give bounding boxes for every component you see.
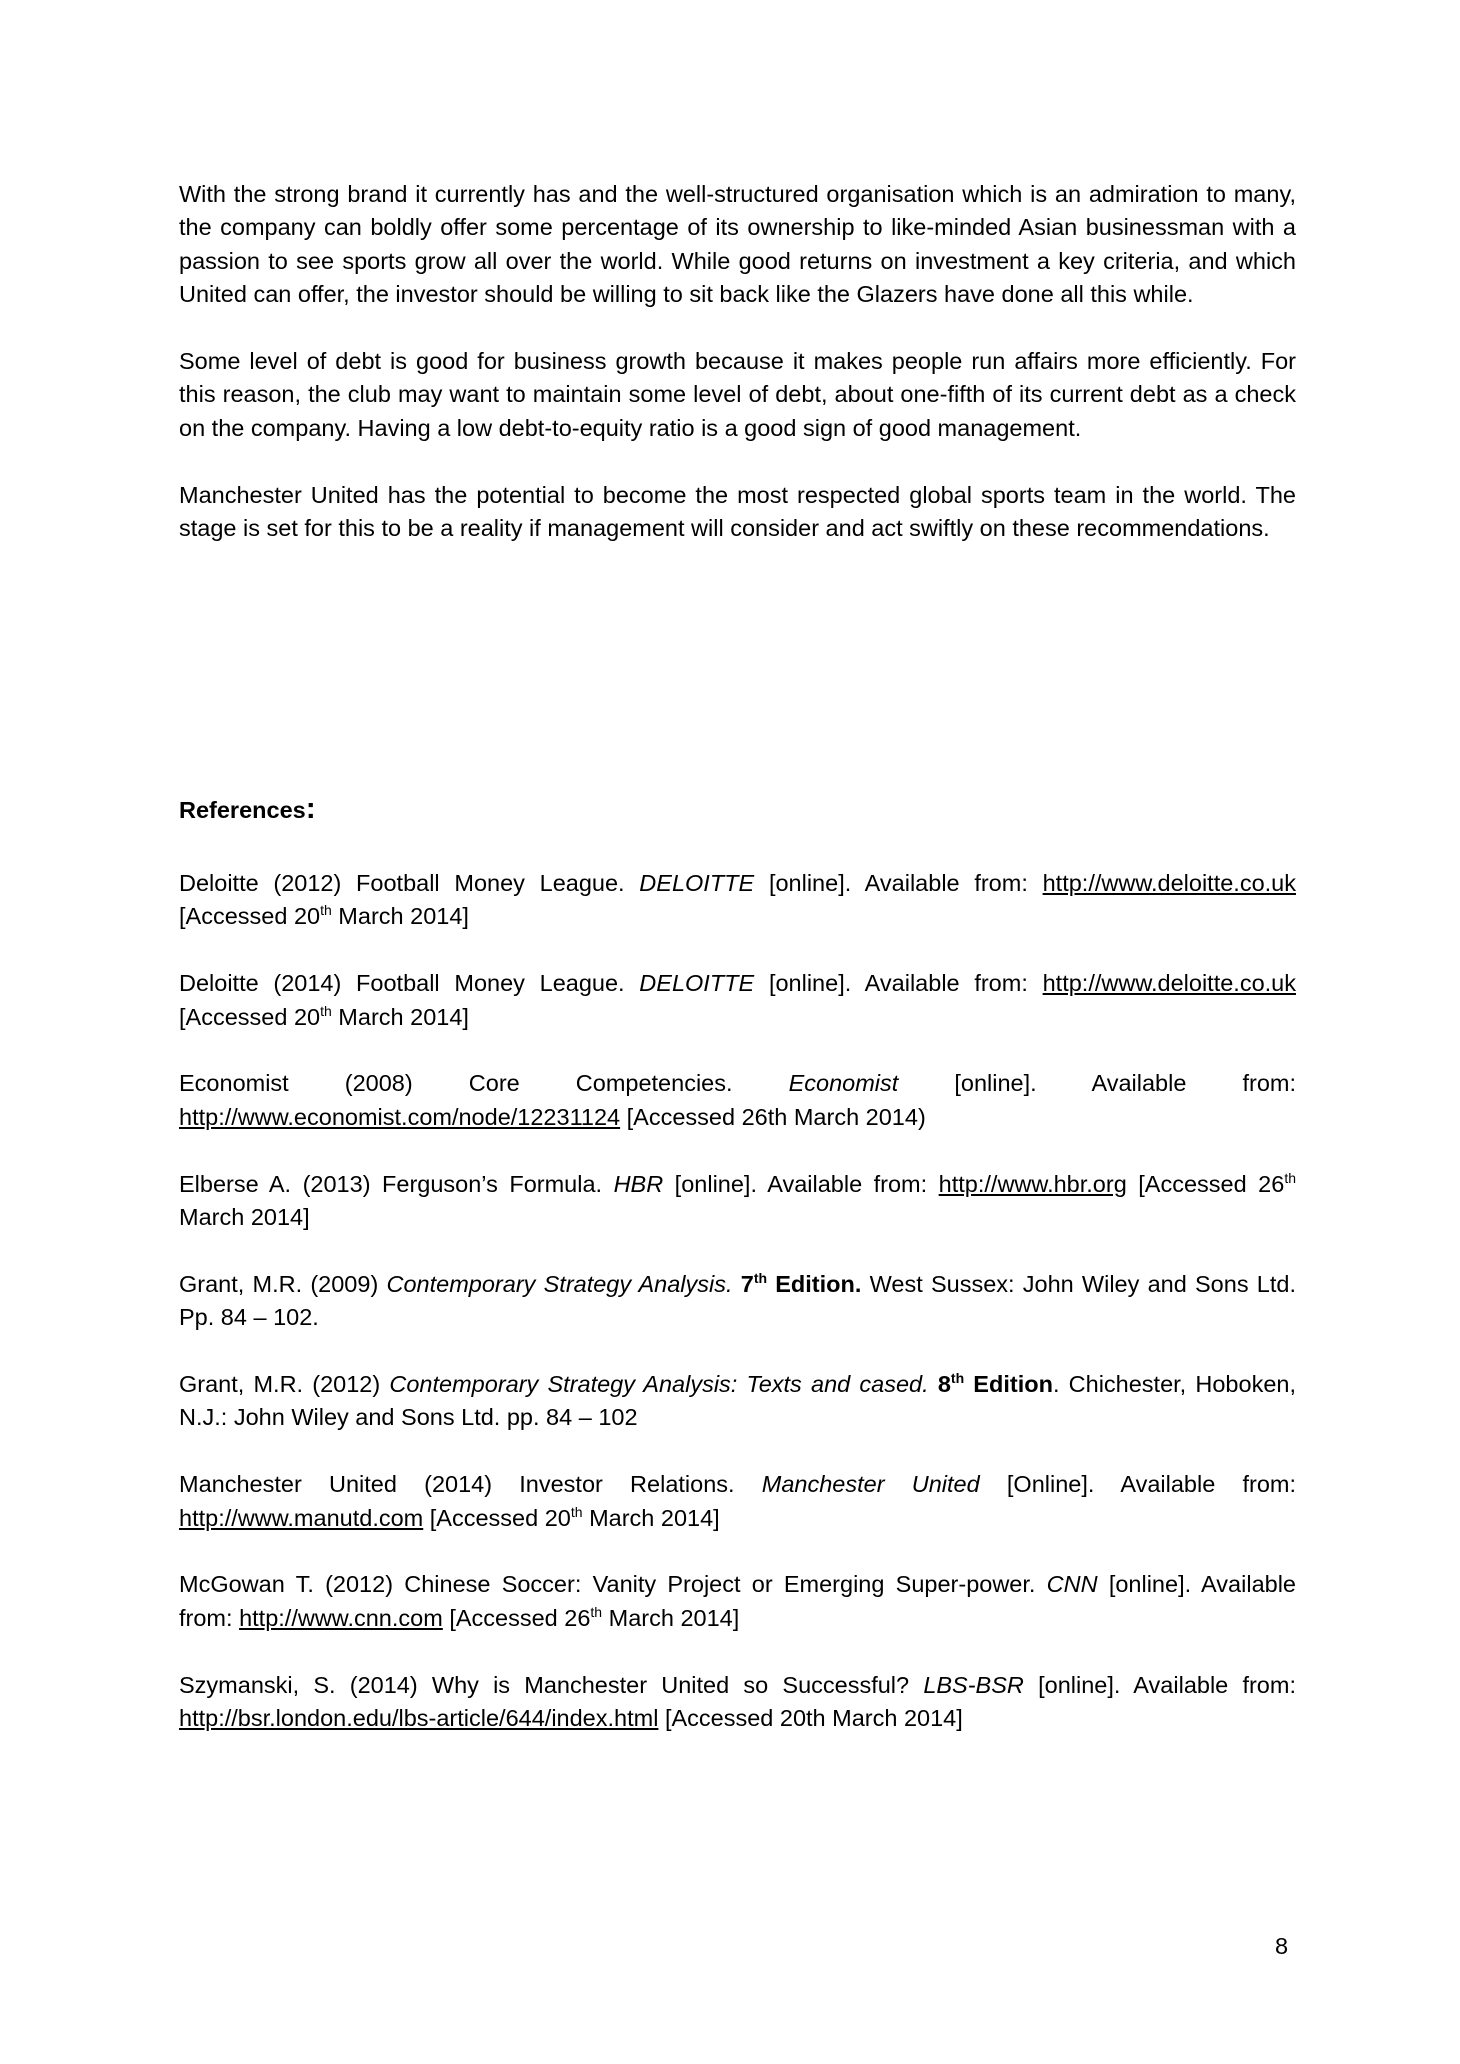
reference-edition bbox=[741, 1271, 862, 1297]
reference-link[interactable]: http://www.economist.com/node/12231124 bbox=[179, 1103, 621, 1130]
reference-item bbox=[179, 1268, 1296, 1335]
reference-text: Manchester United (2014) Investor Relations. bbox=[179, 1471, 762, 1498]
references-heading-colon: : bbox=[305, 792, 316, 825]
reference-ordinal: th bbox=[1284, 1169, 1297, 1186]
reference-edition-number: 8 bbox=[937, 1371, 951, 1398]
reference-source: Contemporary Strategy Analysis: Texts and cased. bbox=[389, 1371, 929, 1398]
reference-item bbox=[179, 1468, 1296, 1535]
reference-text bbox=[733, 1271, 741, 1297]
reference-source: HBR bbox=[613, 1170, 664, 1197]
reference-text: [online]. Available from: bbox=[1023, 1671, 1296, 1698]
reference-text: Szymanski, S. (2014) Why is Manchester United so Successful? bbox=[179, 1671, 924, 1698]
body-text bbox=[179, 178, 1296, 545]
reference-source: CNN bbox=[1046, 1571, 1098, 1598]
reference-ordinal: th bbox=[590, 1604, 603, 1620]
reference-accessed: [Accessed 20th March 2014] bbox=[658, 1705, 963, 1732]
reference-link[interactable]: http://www.manutd.com bbox=[179, 1504, 424, 1531]
reference-source: DELOITTE bbox=[639, 970, 755, 997]
reference-text: . Chichester, Hoboken, N.J.: John Wiley and Sons Ltd. pp. 84 – 102 bbox=[179, 1371, 1296, 1431]
reference-text: Grant, M.R. (2012) bbox=[179, 1371, 390, 1398]
reference-accessed: [Accessed 20 bbox=[179, 1003, 321, 1030]
reference-text: West Sussex: John Wiley and Sons Ltd. Pp. 84 – 102. bbox=[179, 1270, 1296, 1331]
reference-item bbox=[179, 1368, 1296, 1435]
reference-item bbox=[179, 1168, 1296, 1235]
reference-text: McGowan T. (2012) Chinese Soccer: Vanity Project or Emerging Super-power. bbox=[179, 1571, 1047, 1598]
reference-text: [online]. Available from: bbox=[754, 970, 1043, 997]
reference-source: DELOITTE bbox=[639, 870, 755, 896]
reference-ordinal: th bbox=[320, 1002, 332, 1019]
body-paragraph-2: Some level of debt is good for business growth because it makes people run affairs more efficiently. For this reason, the club may want to maintain some level of debt, about one-fifth of its current debt as a check on the company. Having a low debt-to-equity ratio is a good sign of good management. bbox=[179, 348, 1296, 441]
reference-source: Economist bbox=[788, 1070, 899, 1097]
reference-text bbox=[929, 1371, 938, 1397]
reference-item bbox=[179, 1568, 1296, 1635]
reference-accessed: [Accessed 26 bbox=[1126, 1170, 1285, 1197]
reference-source: Contemporary Strategy Analysis. bbox=[386, 1270, 733, 1297]
reference-edition bbox=[938, 1371, 1053, 1397]
page-number: 8 bbox=[1275, 1933, 1289, 1959]
reference-text: [online]. Available from: bbox=[663, 1170, 939, 1197]
reference-item bbox=[179, 967, 1296, 1034]
reference-accessed: March 2014] bbox=[602, 1604, 740, 1631]
reference-accessed: [Accessed 20 bbox=[179, 903, 321, 930]
reference-ordinal: th bbox=[753, 1269, 768, 1286]
reference-item bbox=[179, 1669, 1296, 1736]
reference-ordinal: th bbox=[570, 1503, 583, 1520]
reference-item bbox=[179, 867, 1296, 934]
reference-text: Deloitte (2014) Football Money League. bbox=[179, 970, 640, 997]
reference-edition-label: Edition bbox=[964, 1371, 1053, 1398]
reference-accessed: [Accessed 20 bbox=[423, 1504, 571, 1531]
reference-item bbox=[179, 1067, 1296, 1134]
reference-link[interactable]: http://www.cnn.com bbox=[239, 1604, 443, 1631]
reference-text: [Online]. Available from: bbox=[979, 1471, 1296, 1498]
reference-link[interactable]: http://www.hbr.org bbox=[938, 1170, 1127, 1197]
reference-ordinal: th bbox=[950, 1370, 965, 1387]
references-heading-text: References bbox=[179, 797, 306, 823]
reference-source: Manchester United bbox=[761, 1471, 980, 1498]
reference-source: LBS-BSR bbox=[923, 1671, 1024, 1698]
body-paragraph-3: Manchester United has the potential to become the most respected global sports team in the world. The stage is set for this to be a reality if management will consider and act swiftly on these recommendations. bbox=[179, 481, 1296, 542]
reference-edition-label: Edition. bbox=[767, 1270, 862, 1297]
reference-list bbox=[179, 867, 1296, 1735]
reference-edition-number: 7 bbox=[740, 1270, 754, 1297]
reference-text: Elberse A. (2013) Ferguson’s Formula. bbox=[179, 1170, 614, 1197]
reference-accessed: March 2014] bbox=[582, 1504, 720, 1531]
reference-text: [online]. Available from: bbox=[898, 1070, 1296, 1097]
reference-text: Economist (2008) Core Competencies. bbox=[179, 1070, 789, 1097]
reference-accessed: [Accessed 26th March 2014) bbox=[620, 1103, 926, 1130]
reference-accessed: [Accessed 26 bbox=[442, 1604, 591, 1631]
reference-accessed: March 2014] bbox=[331, 1003, 469, 1030]
reference-text: Grant, M.R. (2009) bbox=[179, 1270, 387, 1297]
reference-text: Deloitte (2012) Football Money League. bbox=[179, 870, 640, 896]
reference-ordinal: th bbox=[320, 902, 332, 919]
reference-text: [online]. Available from: bbox=[754, 870, 1043, 896]
reference-link[interactable]: http://www.deloitte.co.uk bbox=[1042, 870, 1296, 896]
reference-link[interactable]: http://bsr.london.edu/lbs-article/644/index.html bbox=[179, 1705, 659, 1732]
body-paragraph-1: With the strong brand it currently has and the well-structured organisation which is an admiration to many, the company can boldly offer some percentage of its ownership to like-minded Asian businessman with a passion to see sports grow all over the world. While good returns on investment a key criteria, and which United can offer, the investor should be willing to sit back like the Glazers have done all this while. bbox=[179, 181, 1296, 308]
reference-text: [online]. Available from: bbox=[179, 1571, 1296, 1631]
reference-accessed: March 2014] bbox=[179, 1204, 310, 1231]
reference-accessed: March 2014] bbox=[331, 903, 469, 930]
references-heading bbox=[179, 792, 316, 827]
reference-link[interactable]: http://www.deloitte.co.uk bbox=[1042, 970, 1296, 997]
